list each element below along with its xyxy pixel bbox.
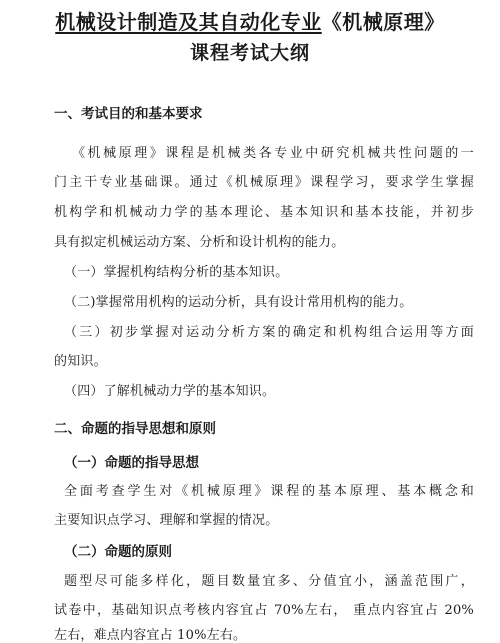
subsection2-heading: （二）命题的原则 — [64, 544, 172, 560]
section1-para-line: 门主干专业基础课。通过《机械原理》课程学习，要求学生掌握 — [54, 175, 474, 190]
document-title-line2: 课程考试大纲 — [189, 42, 310, 64]
section1-para-line: 具有拟定机械运动方案、分析和设计机构的能力。 — [54, 235, 345, 250]
subsection2-line: 试卷中，基础知识点考核内容宜占 70%左右， 重点内容宜占 20% — [54, 603, 474, 618]
section1-para-line: 《机械原理》课程是机械类各专业中研究机械共性问题的一 — [72, 146, 474, 161]
document-title-line1 — [0, 6, 500, 35]
subsection2-line: 左右，难点内容宜占 10%左右。 — [54, 628, 247, 643]
subsection1-line: 主要知识点学习、理解和掌握的情况。 — [54, 513, 279, 528]
major-name: 机械设计制造及其自动化专业 — [55, 10, 322, 34]
subsection1-heading: （一）命题的指导思想 — [64, 455, 199, 471]
section1-para-line: 机构学和机械动力学的基本理论、基本知识和基本技能，并初步 — [54, 205, 474, 220]
subsection1-line: 全面考查学生对《机械原理》课程的基本原理、基本概念和 — [64, 484, 474, 499]
subsection2-line: 题型尽可能多样化，题目数量宜多、分值宜小，涵盖范围广， — [64, 574, 474, 589]
section2-heading: 二、命题的指导思想和原则 — [54, 421, 216, 437]
course-name: 《机械原理》 — [321, 10, 445, 34]
list-item-4: （四）了解机械动力学的基本知识。 — [64, 384, 276, 399]
list-item-2: （二)掌握常用机构的运动分析，具有设计常用机构的能力。 — [64, 295, 413, 310]
list-item-3-continued: 的知识。 — [54, 354, 107, 369]
list-item-3: （三）初步掌握对运动分析方案的确定和机构组合运用等方面 — [64, 325, 474, 340]
list-item-1: （一）掌握机构结构分析的基本知识。 — [64, 265, 289, 280]
section1-heading: 一、考试目的和基本要求 — [54, 106, 203, 122]
